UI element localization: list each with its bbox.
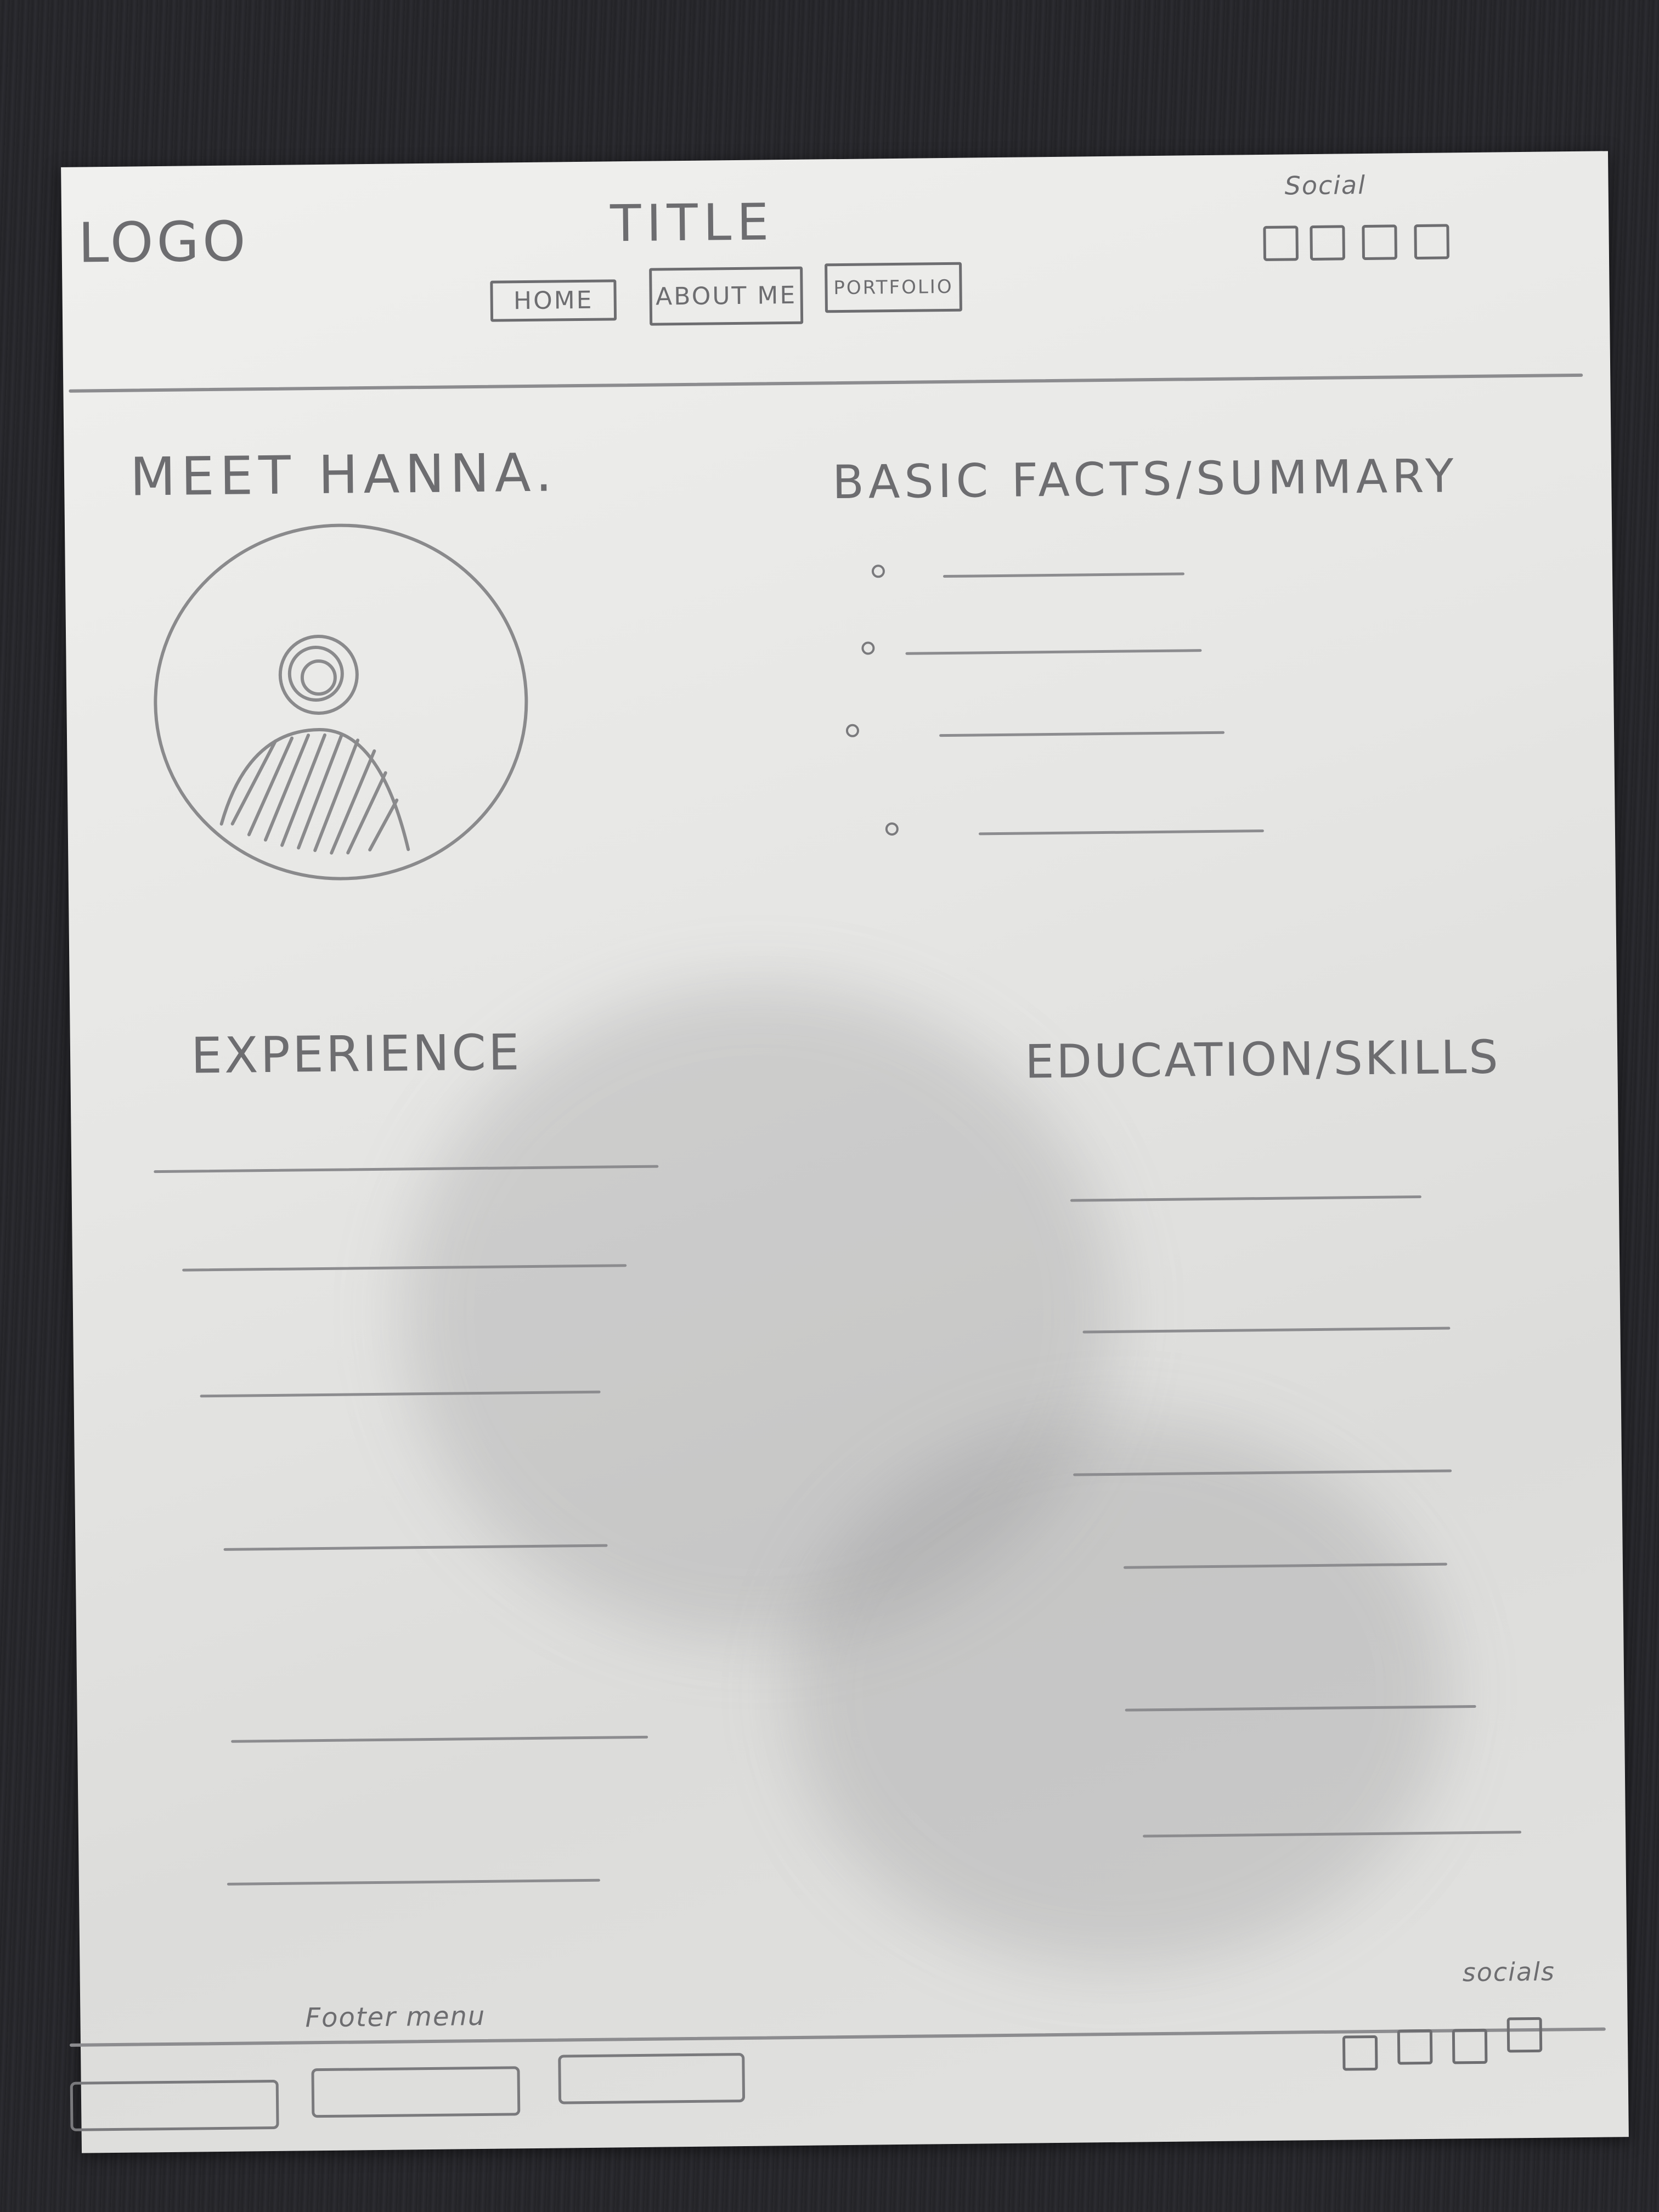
nav-portfolio-button[interactable] — [825, 262, 962, 313]
summary-heading: BASIC FACTS/SUMMARY — [832, 449, 1458, 510]
summary-bullet — [872, 565, 885, 578]
footer-menu-item-2[interactable] — [311, 2066, 520, 2118]
social-icon-4[interactable] — [1414, 224, 1449, 259]
summary-bullet — [861, 641, 874, 654]
social-label: Social — [1284, 170, 1367, 201]
education-heading: EDUCATION/SKILLS — [1024, 1030, 1501, 1089]
nav-about-button[interactable] — [649, 267, 803, 326]
footer-social-label: socials — [1462, 1956, 1556, 1988]
summary-line — [939, 731, 1224, 737]
summary-line — [905, 649, 1201, 655]
nav-about-label: ABOUT ME — [655, 281, 797, 311]
footer-social-icon-4[interactable] — [1507, 2017, 1543, 2053]
nav-home-label: HOME — [513, 286, 594, 315]
footer-menu-item-1[interactable] — [70, 2080, 279, 2131]
header-divider — [69, 374, 1583, 393]
person-silhouette-icon — [219, 635, 408, 854]
footer-menu-label: Footer menu — [305, 2000, 486, 2034]
nav-home-button[interactable] — [490, 279, 617, 321]
social-icon-1[interactable] — [1263, 225, 1299, 261]
footer-social-icon-2[interactable] — [1397, 2029, 1433, 2065]
nav-portfolio-label: PORTFOLIO — [833, 275, 953, 300]
avatar — [147, 514, 535, 890]
summary-line — [979, 830, 1264, 835]
social-icon-2[interactable] — [1310, 225, 1345, 261]
experience-line — [227, 1879, 600, 1886]
logo[interactable]: LOGO — [77, 209, 250, 275]
education-line — [1082, 1327, 1450, 1333]
footer-social-icon-3[interactable] — [1452, 2029, 1488, 2064]
summary-bullet — [846, 724, 859, 737]
social-icon-3[interactable] — [1362, 224, 1397, 260]
shadow — [787, 1415, 1451, 1971]
experience-line — [231, 1736, 648, 1743]
footer-social-icon-1[interactable] — [1342, 2035, 1378, 2071]
experience-heading: EXPERIENCE — [190, 1024, 522, 1085]
education-line — [1070, 1195, 1421, 1202]
wireframe-sheet — [61, 151, 1629, 2153]
page-title: TITLE — [610, 193, 775, 253]
summary-line — [943, 572, 1184, 578]
intro-heading: MEET HANNA. — [129, 442, 558, 508]
footer-menu-item-3[interactable] — [558, 2053, 745, 2104]
summary-bullet — [885, 822, 899, 836]
